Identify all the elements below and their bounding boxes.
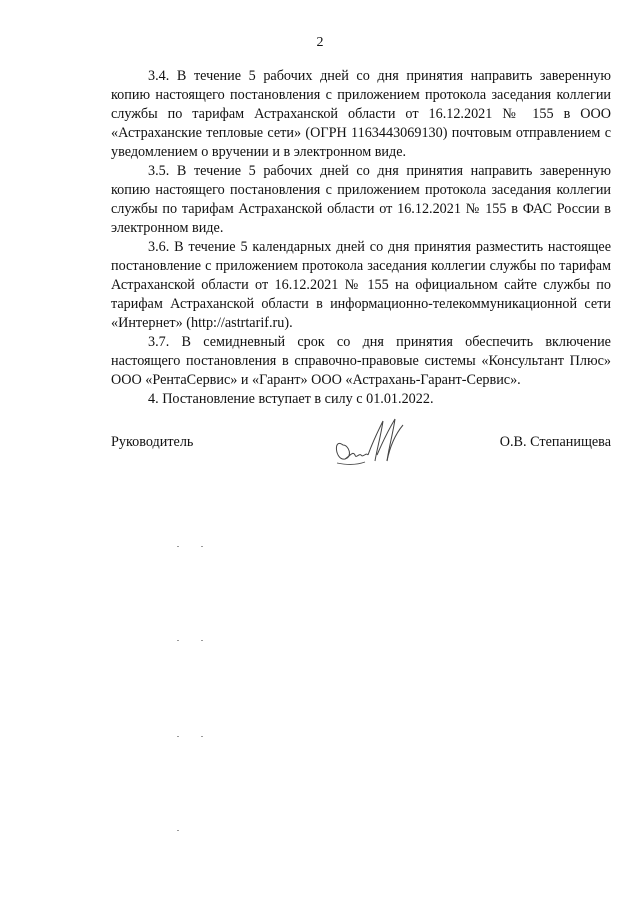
paragraph-3-7: 3.7. В семидневный срок со дня принятия обеспечить включение настоящего постановления в справочно-правовые системы «Консультант Плюс» ООО «РентаСервис» и «Гарант» ООО «Астрахань-Гарант-Сервис». xyxy=(111,334,611,388)
handwritten-signature xyxy=(323,415,413,471)
signature-block xyxy=(111,415,611,475)
page-number: 2 xyxy=(316,35,324,50)
scan-speck xyxy=(201,736,203,737)
scan-speck xyxy=(177,640,179,641)
scan-speck xyxy=(177,736,179,737)
signatory-name: О.В. Степанищева xyxy=(499,434,611,450)
signatory-position: Руководитель xyxy=(111,434,194,450)
paragraph-4: 4. Постановление вступает в силу с 01.01.2022. xyxy=(148,391,434,407)
scan-speck xyxy=(177,830,179,831)
paragraph-3-4: 3.4. В течение 5 рабочих дней со дня принятия направить заверенную копию настоящего постановления с приложением протокола заседания коллегии службы по тарифам Астраханской области от 16.12.2021 № 155 в ООО «Астраханские тепловые сети» (ОГРН 1163443069130) почтовым отправлением с уведомлением о вручении и в электронном виде. xyxy=(111,68,611,160)
scan-speck xyxy=(201,546,203,547)
document-body xyxy=(111,67,611,409)
paragraph-3-5: 3.5. В течение 5 рабочих дней со дня принятия направить заверенную копию настоящего постановления с приложением протокола заседания коллегии службы по тарифам Астраханской области от 16.12.2021 № 155 в ФАС России в электронном виде. xyxy=(111,163,611,236)
paragraph-3-6: 3.6. В течение 5 календарных дней со дня принятия разместить настоящее постановление с приложением протокола заседания коллегии службы по тарифам Астраханской области от 16.12.2021 № 155 на официальном сайте службы по тарифам Астраханской области в информационно-телекоммуникационной сети «Интернет» (http://astrtarif.ru). xyxy=(111,239,611,331)
scan-speck xyxy=(177,546,179,547)
scan-speck xyxy=(201,640,203,641)
